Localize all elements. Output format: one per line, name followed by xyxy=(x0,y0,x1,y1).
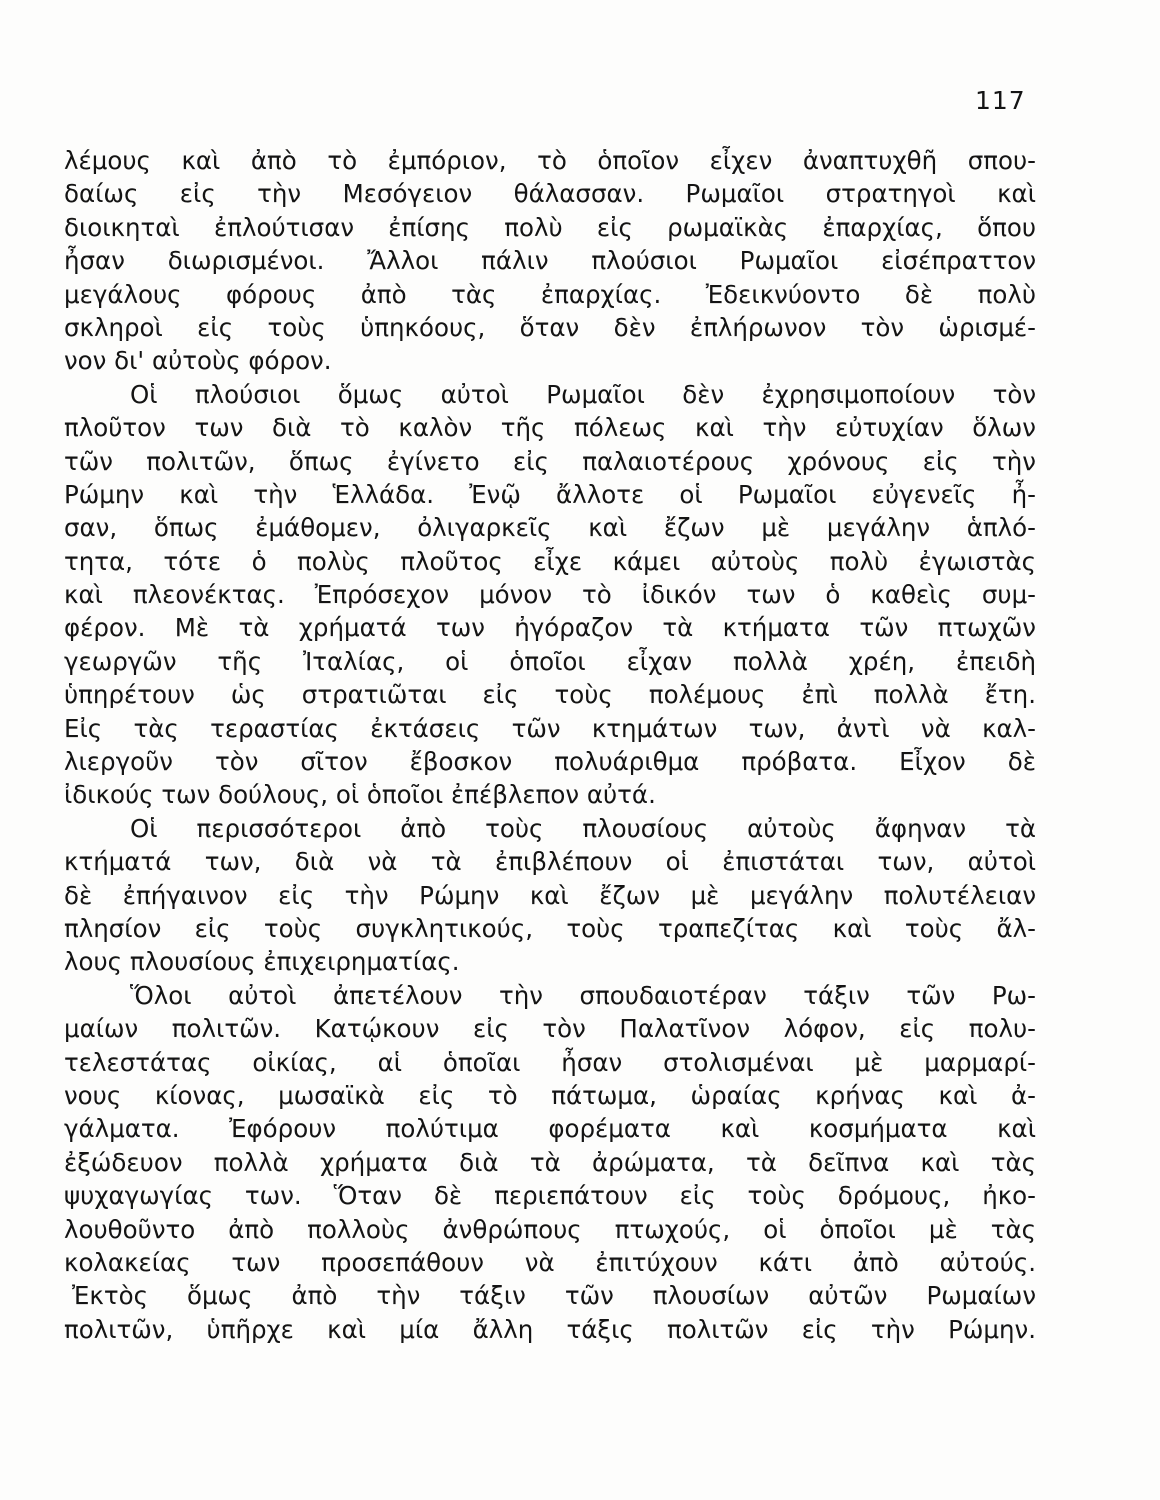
text-line: πλοῦτον των διὰ τὸ καλὸν τῆς πόλεως καὶ τὴν εὐτυχίαν ὅλων xyxy=(64,413,1036,443)
text-line: ὑπηρέτουν ὡς στρατιῶται εἰς τοὺς πολέμους ἐπὶ πολλὰ ἔτη. xyxy=(64,680,1036,710)
text-line: γεωργῶν τῆς Ἰταλίας, οἱ ὁποῖοι εἶχαν πολλὰ χρέη, ἐπειδὴ xyxy=(64,646,1036,676)
text-line: μαίων πολιτῶν. Κατῴκουν εἰς τὸν Παλατῖνον λόφον, εἰς πολυ- xyxy=(64,1014,1036,1044)
text-line: Ὅλοι αὐτοὶ ἀπετέλουν τὴν σπουδαιοτέραν τάξιν τῶν Ρω- xyxy=(130,980,1036,1010)
text-line: κτήματά των, διὰ νὰ τὰ ἐπιβλέπουν οἱ ἐπιστάται των, αὐτοὶ xyxy=(64,847,1036,877)
body-text xyxy=(64,144,1036,1346)
text-line: Οἱ πλούσιοι ὅμως αὐτοὶ Ρωμαῖοι δὲν ἐχρησιμοποίουν τὸν xyxy=(130,379,1036,409)
text-line: Ρώμην καὶ τὴν Ἑλλάδα. Ἐνῷ ἄλλοτε οἱ Ρωμαῖοι εὐγενεῖς ἦ- xyxy=(64,479,1036,509)
text-line: λουθοῦντο ἀπὸ πολλοὺς ἀνθρώπους πτωχούς, οἱ ὁποῖοι μὲ τὰς xyxy=(64,1214,1036,1244)
text-line: σκληροὶ εἰς τοὺς ὑπηκόους, ὅταν δὲν ἐπλήρωνον τὸν ὡρισμέ- xyxy=(64,312,1036,342)
text-line: πολιτῶν, ὑπῆρχε καὶ μία ἄλλη τάξις πολιτῶν εἰς τὴν Ρώμην. xyxy=(64,1314,1036,1344)
text-line: Οἱ περισσότεροι ἀπὸ τοὺς πλουσίους αὐτοὺς ἄφηναν τὰ xyxy=(130,813,1036,843)
text-line: διοικηταὶ ἐπλούτισαν ἐπίσης πολὺ εἰς ρωμαϊκὰς ἐπαρχίας, ὅπου xyxy=(64,212,1036,242)
text-line: λιεργοῦν τὸν σῖτον ἔβοσκον πολυάριθμα πρόβατα. Εἶχον δὲ xyxy=(64,747,1036,777)
text-line: σαν, ὅπως ἐμάθομεν, ὀλιγαρκεῖς καὶ ἔζων μὲ μεγάλην ἁπλό- xyxy=(64,513,1036,543)
text-line: δαίως εἰς τὴν Μεσόγειον θάλασσαν. Ρωμαῖοι στρατηγοὶ καὶ xyxy=(64,179,1036,209)
text-line: ἦσαν διωρισμένοι. Ἄλλοι πάλιν πλούσιοι Ρωμαῖοι εἰσέπραττον xyxy=(64,246,1036,276)
text-line: κολακείας των προσεπάθουν νὰ ἐπιτύχουν κάτι ἀπὸ αὐτούς. xyxy=(64,1247,1036,1277)
text-line: λους πλουσίους ἐπιχειρηματίας. xyxy=(64,947,460,977)
text-line: λέμους καὶ ἀπὸ τὸ ἐμπόριον, τὸ ὁποῖον εἶχεν ἀναπτυχθῆ σπου- xyxy=(64,146,1036,175)
text-line: νους κίονας, μωσαϊκὰ εἰς τὸ πάτωμα, ὡραίας κρήνας καὶ ἀ- xyxy=(64,1080,1036,1110)
text-line: τελεστάτας οἰκίας, αἱ ὁποῖαι ἦσαν στολισμέναι μὲ μαρμαρί- xyxy=(64,1047,1036,1077)
text-line: ἰδικούς των δούλους, οἱ ὁποῖοι ἐπέβλεπον αὐτά. xyxy=(64,780,656,810)
text-line: πλησίον εἰς τοὺς συγκλητικούς, τοὺς τραπεζίτας καὶ τοὺς ἄλ- xyxy=(64,913,1036,943)
text-line: Ἐκτὸς ὅμως ἀπὸ τὴν τάξιν τῶν πλουσίων αὐτῶν Ρωμαίων xyxy=(72,1281,1036,1311)
text-line: ψυχαγωγίας των. Ὅταν δὲ περιεπάτουν εἰς τοὺς δρόμους, ἠκο- xyxy=(64,1181,1036,1211)
text-line: Εἰς τὰς τεραστίας ἐκτάσεις τῶν κτημάτων των, ἀντὶ νὰ καλ- xyxy=(64,713,1036,743)
text-line: φέρον. Μὲ τὰ χρήματά των ἠγόραζον τὰ κτήματα τῶν πτωχῶν xyxy=(64,613,1036,643)
text-line: γάλματα. Ἐφόρουν πολύτιμα φορέματα καὶ κοσμήματα καὶ xyxy=(64,1114,1036,1144)
text-line: νον δι' αὐτοὺς φόρον. xyxy=(64,346,332,376)
text-line: καὶ πλεονέκτας. Ἐπρόσεχον μόνον τὸ ἰδικόν των ὁ καθεὶς συμ- xyxy=(64,580,1036,610)
text-line: δὲ ἐπήγαινον εἰς τὴν Ρώμην καὶ ἔζων μὲ μεγάλην πολυτέλειαν xyxy=(64,880,1036,910)
text-line: τητα, τότε ὁ πολὺς πλοῦτος εἶχε κάμει αὐτοὺς πολὺ ἐγωιστὰς xyxy=(64,546,1036,576)
page-number: 117 xyxy=(975,86,1026,115)
text-line: ἐξώδευον πολλὰ χρήματα διὰ τὰ ἀρώματα, τὰ δεῖπνα καὶ τὰς xyxy=(64,1147,1036,1177)
text-line: μεγάλους φόρους ἀπὸ τὰς ἐπαρχίας. Ἐδεικνύοντο δὲ πολὺ xyxy=(64,279,1036,309)
text-line: τῶν πολιτῶν, ὅπως ἐγίνετο εἰς παλαιοτέρους χρόνους εἰς τὴν xyxy=(64,446,1036,476)
